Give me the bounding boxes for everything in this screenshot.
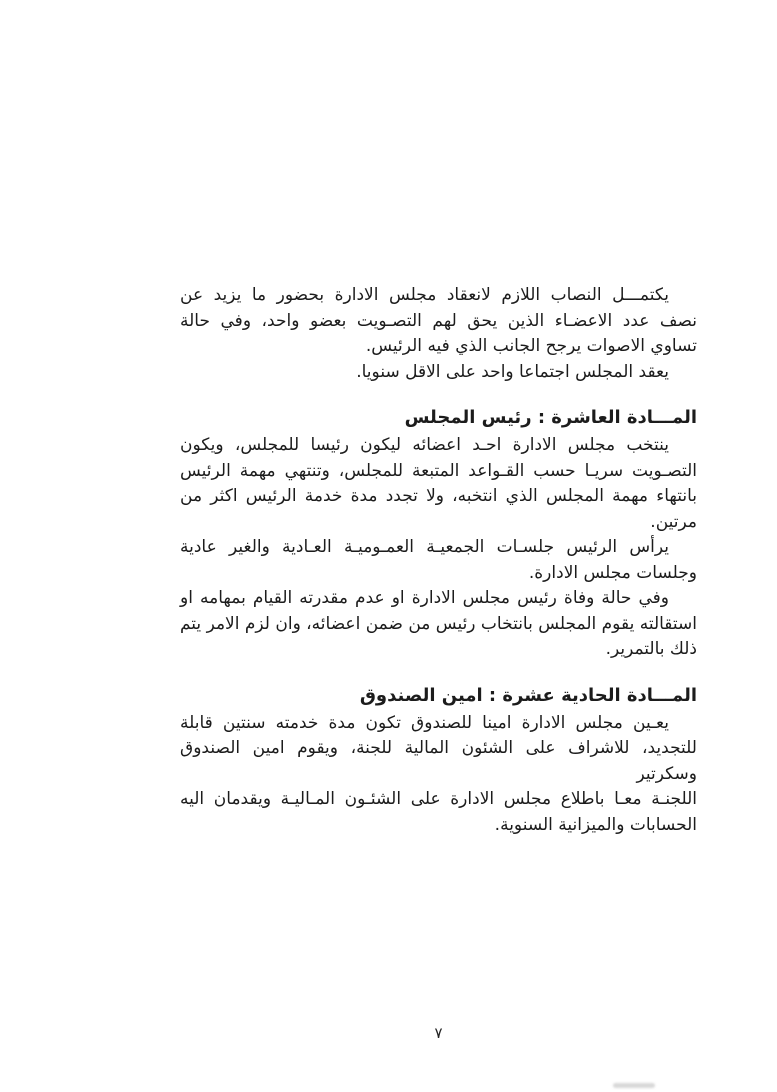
chairing-sessions-paragraph [180, 535, 697, 586]
text-line: الحسابات والميزانية السنوية. [494, 814, 697, 835]
chairman-vacancy-paragraph [180, 586, 697, 663]
text-line: بانتهاء مهمة المجلس الذي انتخبه، ولا تجدد مدة خدمة الرئيس اكثر من [180, 486, 697, 506]
text-line: تساوي الاصوات يرجح الجانب الذي فيه الرئيس. [365, 336, 697, 356]
text-line: مرتين. [650, 511, 697, 532]
article-11-heading: المـــادة الحادية عشرة : امين الصندوق [359, 684, 697, 706]
text-line: ذلك بالتمرير. [605, 639, 697, 659]
text-line: اللجنـة معـا باطلاع مجلس الادارة على الشئـون المـاليـة ويقدمان اليه [180, 789, 697, 809]
treasurer-paragraph [180, 711, 697, 839]
text-line: للتجديد، للاشراف على الشئون المالية للجنة، ويقوم امين الصندوق وسكرتير [180, 738, 697, 784]
article-10-heading: المـــادة العاشرة : رئيس المجلس [404, 407, 697, 428]
document-text-block [180, 283, 697, 838]
annual-meeting-paragraph [180, 360, 697, 386]
text-line: استقالته يقوم المجلس بانتخاب رئيس من ضمن اعضائه، وان لزم الامر يتم [179, 613, 697, 634]
text-line: نصف عدد الاعضـاء الذين يحق لهم التصـويت بعضو واحد، وفي حالة [180, 310, 697, 331]
text-line: التصـويت سريـا حسب القـواعد المتبعة للمجلس، وتنتهي مهمة الرئيس [180, 460, 697, 481]
text-line: يعقد المجلس اجتماعا واحد على الاقل سنويا. [356, 361, 669, 382]
text-line: وفي حالة وفاة رئيس مجلس الادارة او عدم مقدرته القيام بمهامه او [180, 588, 669, 608]
page-number: ٧ [434, 1024, 443, 1042]
text-line: يكتمـــل النصاب اللازم لانعقاد مجلس الادارة بحضور ما يزيد عن [180, 285, 669, 305]
text-line: يعـين مجلس الادارة امينا للصندوق تكون مدة خدمته سنتين قابلة [180, 712, 669, 733]
text-line: ينتخب مجلس الادارة احـد اعضائه ليكون رئيسا للمجلس، ويكون [180, 435, 669, 455]
chairman-election-paragraph [180, 433, 697, 535]
scan-artifact [613, 1083, 655, 1088]
text-line: وجلسات مجلس الادارة. [528, 562, 697, 583]
quorum-paragraph [180, 283, 697, 360]
text-line: يرأس الرئيس جلسـات الجمعيـة العمـوميـة العـادية والغير عادية [180, 537, 669, 557]
